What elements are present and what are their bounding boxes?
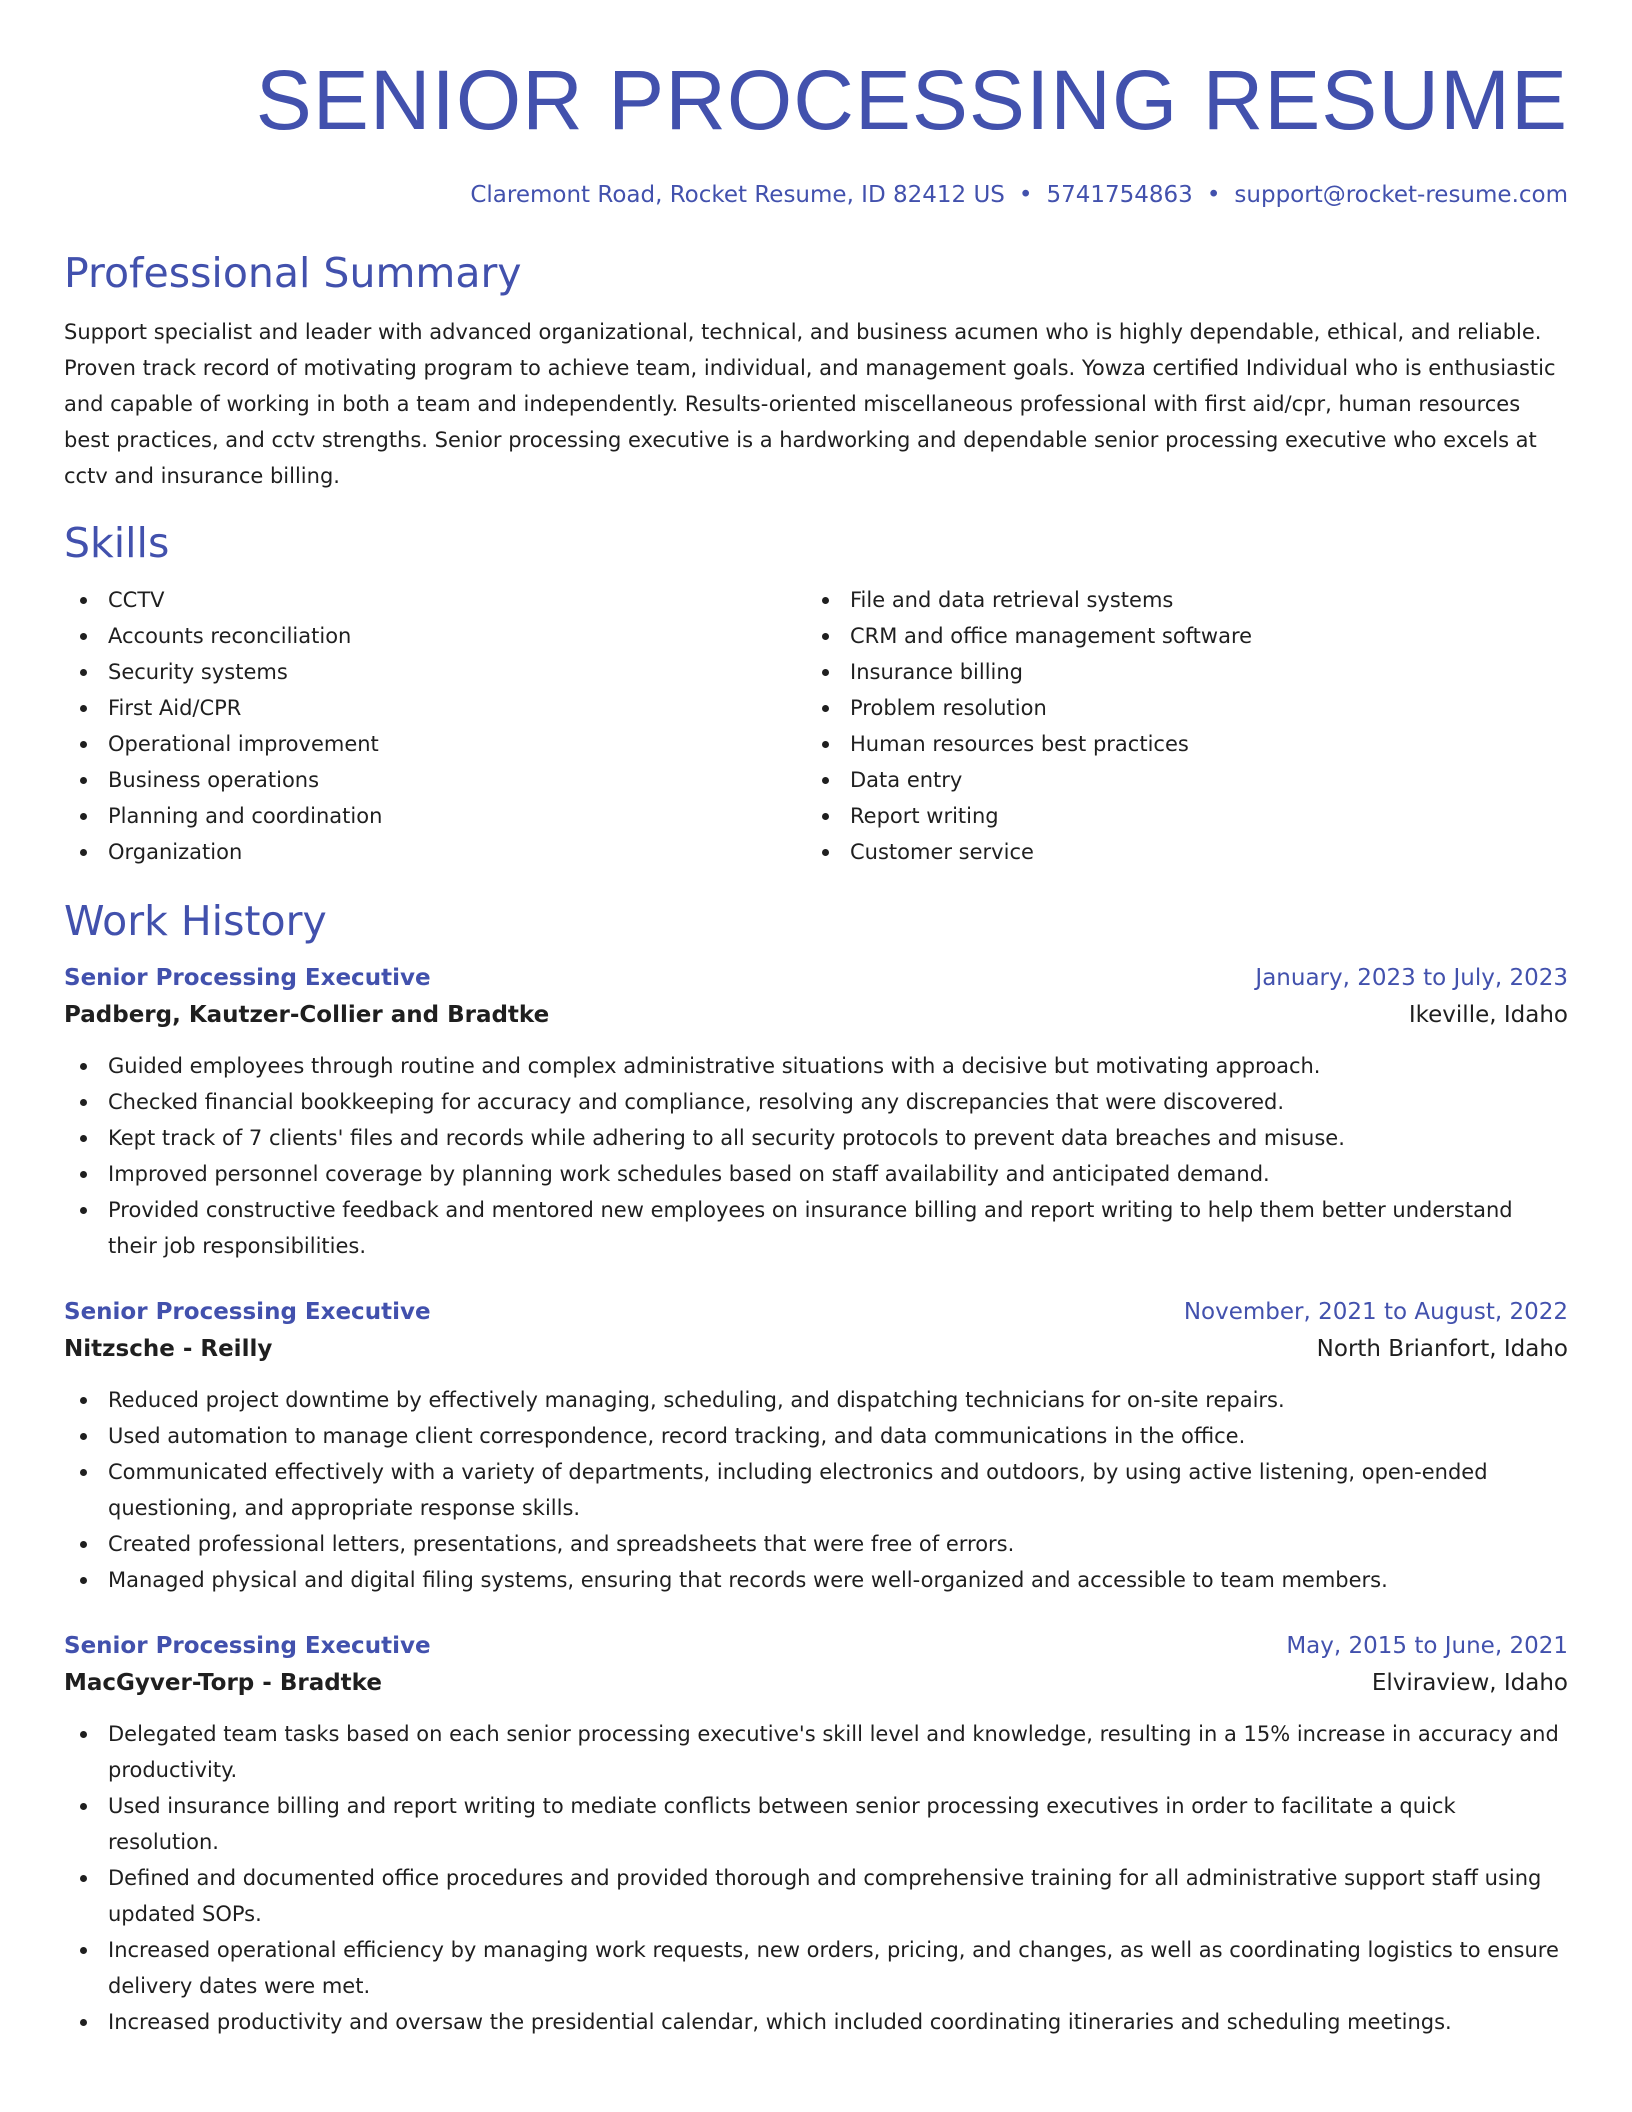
job-dates: January, 2023 to July, 2023 — [1255, 965, 1568, 991]
job-bullets — [64, 1382, 1568, 1598]
summary-heading: Professional Summary — [64, 249, 522, 297]
job-location: Elviraview, Idaho — [1371, 1670, 1568, 1696]
job-title: Senior Processing Executive — [64, 1633, 431, 1659]
job-bullet: Reduced project downtime by effectively managing, scheduling, and dispatching technicians for on-site repairs. — [64, 1382, 1568, 1418]
job-title: Senior Processing Executive — [64, 965, 431, 991]
job-company: MacGyver-Torp - Bradtke — [64, 1670, 382, 1696]
job-bullet: Kept track of 7 clients' files and records while adhering to all security protocols to prevent data breaches and misuse. — [64, 1120, 1568, 1156]
skill-item: Insurance billing — [806, 654, 1548, 690]
job-dates: May, 2015 to June, 2021 — [1286, 1633, 1568, 1659]
job-header-row — [64, 1628, 1568, 1664]
job-bullets — [64, 1716, 1568, 2040]
job-bullet: Defined and documented office procedures and provided thorough and comprehensive training for all administrative support staff using updated SOPs. — [64, 1860, 1568, 1932]
skill-item: Human resources best practices — [806, 726, 1548, 762]
job-company-row — [64, 996, 1568, 1034]
skill-item: Security systems — [64, 654, 806, 690]
contact-address: Claremont Road, Rocket Resume, ID 82412 US — [470, 182, 1005, 208]
job-company: Padberg, Kautzer-Collier and Bradtke — [64, 1002, 550, 1028]
skills-column-right — [806, 582, 1548, 870]
skill-item: Report writing — [806, 798, 1548, 834]
skill-item: Problem resolution — [806, 690, 1548, 726]
skills-heading: Skills — [64, 519, 170, 567]
contact-separator: • — [1206, 182, 1221, 208]
job-bullet: Checked financial bookkeeping for accuracy and compliance, resolving any discrepancies that were discovered. — [64, 1084, 1568, 1120]
skill-item: Business operations — [64, 762, 806, 798]
job-title: Senior Processing Executive — [64, 1299, 431, 1325]
skill-item: Planning and coordination — [64, 798, 806, 834]
skill-item: Organization — [64, 834, 806, 870]
job-company: Nitzsche - Reilly — [64, 1336, 273, 1362]
job-header-row — [64, 1294, 1568, 1330]
skills-column-left — [64, 582, 806, 870]
job-bullet: Provided constructive feedback and mentored new employees on insurance billing and report writing to help them better understand their job responsibilities. — [64, 1192, 1568, 1264]
job-dates: November, 2021 to August, 2022 — [1183, 1299, 1568, 1325]
work-history-heading: Work History — [64, 897, 327, 945]
job-entry — [64, 1294, 1568, 1598]
contact-separator: • — [1018, 182, 1033, 208]
job-bullet: Increased operational efficiency by managing work requests, new orders, pricing, and changes, as well as coordinating logistics to ensure delivery dates were met. — [64, 1932, 1568, 2004]
job-bullet: Guided employees through routine and complex administrative situations with a decisive but motivating approach. — [64, 1048, 1568, 1084]
job-bullet: Used insurance billing and report writing to mediate conflicts between senior processing executives in order to facilitate a quick resolution. — [64, 1788, 1568, 1860]
contact-line — [64, 178, 1568, 212]
job-company-row — [64, 1664, 1568, 1702]
job-bullet: Created professional letters, presentations, and spreadsheets that were free of errors. — [64, 1526, 1568, 1562]
job-bullet: Delegated team tasks based on each senior processing executive's skill level and knowledge, resulting in a 15% increase in accuracy and productivity. — [64, 1716, 1568, 1788]
job-bullets — [64, 1048, 1568, 1264]
job-header-row — [64, 960, 1568, 996]
job-bullet: Used automation to manage client correspondence, record tracking, and data communications in the office. — [64, 1418, 1568, 1454]
resume-header — [64, 0, 1568, 212]
job-bullet: Managed physical and digital filing systems, ensuring that records were well-organized and accessible to team members. — [64, 1562, 1568, 1598]
contact-email[interactable]: support@rocket-resume.com — [1234, 182, 1568, 208]
resume-name: SENIOR PROCESSING RESUME — [255, 53, 1568, 147]
skill-item: First Aid/CPR — [64, 690, 806, 726]
job-entry — [64, 1628, 1568, 2040]
job-location: North Brianfort, Idaho — [1316, 1336, 1568, 1362]
skill-item: Accounts reconciliation — [64, 618, 806, 654]
skills-list — [64, 582, 1568, 870]
skill-item: Customer service — [806, 834, 1548, 870]
resume-page — [64, 0, 1568, 2040]
skill-item: CRM and office management software — [806, 618, 1548, 654]
summary-text: Support specialist and leader with advanced organizational, technical, and business acumen who is highly dependable, ethical, and reliable. Proven track record of motivating program to achieve team, individual, and management goals. Yowza certified Individual who is enthusiastic and capable of working in both a team and independently. Results-oriented miscellaneous professional with first aid/cpr, human resources best practices, and cctv strengths. Senior processing executive is a hardworking and dependable senior processing executive who excels at cctv and insurance billing. — [64, 320, 1556, 488]
contact-phone: 5741754863 — [1046, 182, 1193, 208]
job-bullet: Communicated effectively with a variety of departments, including electronics and outdoors, by using active listening, open-ended questioning, and appropriate response skills. — [64, 1454, 1568, 1526]
job-bullet: Increased productivity and oversaw the presidential calendar, which included coordinating itineraries and scheduling meetings. — [64, 2004, 1568, 2040]
job-entry — [64, 960, 1568, 1264]
job-company-row — [64, 1330, 1568, 1368]
skill-item: Data entry — [806, 762, 1548, 798]
job-bullet: Improved personnel coverage by planning work schedules based on staff availability and anticipated demand. — [64, 1156, 1568, 1192]
skill-item: Operational improvement — [64, 726, 806, 762]
skill-item: CCTV — [64, 582, 806, 618]
skill-item: File and data retrieval systems — [806, 582, 1548, 618]
job-location: Ikeville, Idaho — [1408, 1002, 1568, 1028]
